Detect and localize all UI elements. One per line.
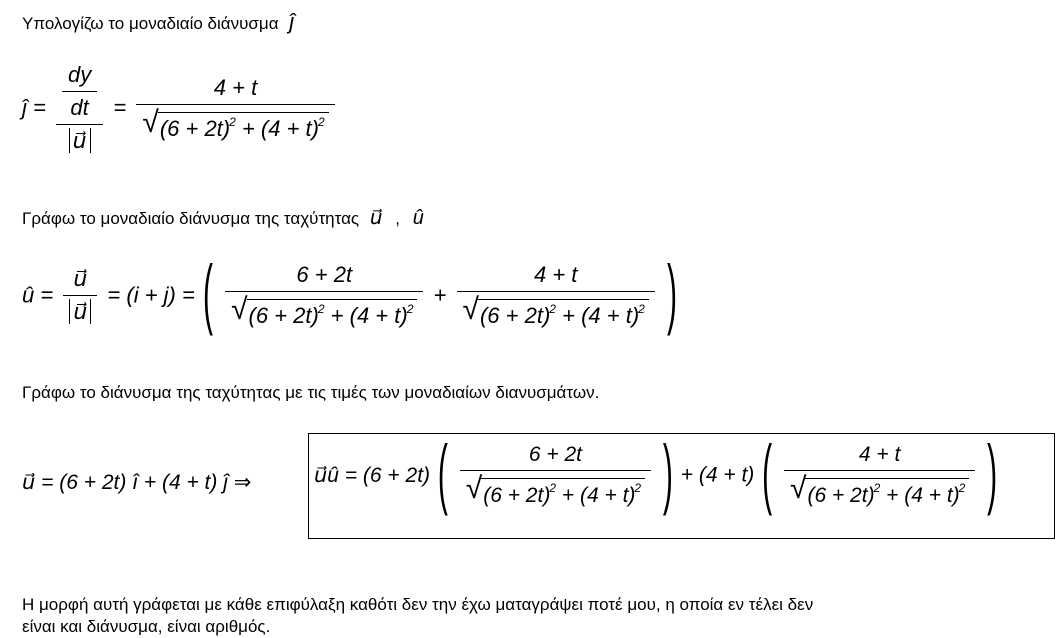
eq2-frac-num: u⃗	[73, 266, 88, 291]
eq2-fraction-2: 4 + t √ $(6 + 2t)^2 + (4 + t)^2$	[457, 262, 655, 329]
equation-2	[22, 251, 679, 338]
text-line-4a	[22, 595, 813, 615]
eq3-lhs: u⃗ = (6 + 2t) î + (4 + t) ĵ ⇒	[22, 471, 252, 494]
eq1-dt: dt	[70, 95, 89, 120]
j-hat-symbol: ĵ	[289, 9, 295, 34]
equation-3-lhs	[22, 470, 251, 495]
eq3-f1-exp-a: 2	[549, 481, 557, 495]
eq3-f2-den-b: + (4 + t)	[886, 484, 960, 507]
text-line-2	[22, 205, 424, 230]
eq2-left-paren: (	[202, 251, 213, 338]
eq2-f2-den-a: (6 + 2t)	[479, 303, 551, 328]
eq3-f1-den-b: + (4 + t)	[561, 484, 636, 507]
eq1-den-a: (6 + 2t)	[159, 115, 231, 141]
comma: ,	[395, 209, 401, 228]
eq1-exp-b: 2	[317, 114, 325, 129]
u-vec-symbol: u⃗	[369, 207, 383, 229]
paragraph-4a-text: Η μορφή αυτή γράφεται με κάθε επιφύλαξη καθότι δεν την έχω ματαγράψει ποτέ μου, η οποία εν τέλει δεν	[22, 595, 814, 614]
text-line-1	[22, 9, 294, 35]
text-line-3	[22, 383, 599, 403]
paragraph-1-text: Υπολογίζω το μοναδιαίο διάνυσμα	[22, 14, 279, 33]
eq3-box-lhs: u⃗û = (6 + 2t)	[314, 464, 431, 487]
text-line-4b	[22, 617, 270, 637]
eq3-paren-2-right: )	[987, 431, 998, 518]
paragraph-2-text: Γράφω το μοναδιαίο διάνυσμα της ταχύτητας	[22, 209, 360, 228]
eq1-den-b: + (4 + t)	[241, 115, 319, 141]
eq2-right-paren: )	[666, 251, 677, 338]
eq3-f2-exp-b: 2	[958, 481, 966, 495]
eq2-u-fraction	[63, 266, 97, 325]
eq1-numerator: 4 + t	[213, 74, 258, 100]
eq2-f1-den-b: + (4 + t)	[330, 303, 408, 328]
eq2-num2: 4 + t	[533, 262, 578, 287]
eq3-paren-1-left: (	[437, 431, 448, 518]
eq2-f2-exp-a: 2	[549, 302, 556, 316]
eq2-f2-den-b: + (4 + t)	[562, 303, 640, 328]
equation-1	[22, 62, 339, 154]
eq1-main-fraction	[136, 75, 334, 142]
eq3-paren-2-left: (	[762, 431, 773, 518]
eq3-f1-exp-b: 2	[634, 481, 642, 495]
eq2-f1-exp-a: 2	[317, 302, 325, 316]
eq3-fraction-2: 4 + t √ $(6 + 2t)^2 + (4 + t)^2$	[784, 443, 975, 508]
eq1-sqrt: √ $(6 + 2t)^2 + (4 + t)^2$	[142, 108, 328, 142]
eq1-equals: =	[113, 95, 127, 120]
eq3-f1-den-a: (6 + 2t)	[483, 484, 551, 507]
u-hat-symbol: û	[412, 207, 424, 229]
eq1-outer-fraction	[56, 62, 103, 154]
eq3-num2: 4 + t	[858, 443, 901, 466]
eq3-fraction-1: 6 + 2t √ $(6 + 2t)^2 + (4 + t)^2$	[460, 443, 651, 508]
eq2-fraction-1: 6 + 2t √ $(6 + 2t)^2 + (4 + t)^2$	[225, 262, 423, 329]
paragraph-3-text: Γράφω το διάνυσμα της ταχύτητας με τις τιμές των μοναδιαίων διανυσμάτων.	[22, 383, 600, 402]
eq3-f2-den-a: (6 + 2t)	[807, 484, 875, 507]
paragraph-4b-text: είναι και διάνυσμα, είναι αριθμός.	[22, 617, 271, 636]
eq1-abs-u: u⃗	[69, 128, 91, 153]
eq2-num1: 6 + 2t	[296, 262, 353, 287]
eq2-f1-exp-b: 2	[406, 302, 414, 316]
eq1-exp-a: 2	[229, 114, 236, 129]
eq2-frac-den: u⃗	[69, 299, 91, 324]
eq2-lhs: û =	[22, 282, 54, 308]
eq2-mid: = (i + j) =	[107, 282, 195, 308]
eq3-num1: 6 + 2t	[528, 443, 582, 466]
eq1-lhs: ĵ =	[22, 95, 46, 120]
eq2-plus: +	[433, 282, 447, 308]
eq3-plus-term: + (4 + t)	[680, 463, 755, 487]
equation-3-boxed	[314, 431, 999, 518]
eq2-f2-exp-b: 2	[638, 302, 645, 316]
eq2-f1-den-a: (6 + 2t)	[248, 303, 319, 328]
eq3-paren-1-right: )	[662, 431, 673, 518]
eq1-inner-fraction	[56, 62, 103, 124]
eq1-dy: dy	[67, 62, 92, 87]
eq3-f2-exp-a: 2	[873, 481, 881, 495]
